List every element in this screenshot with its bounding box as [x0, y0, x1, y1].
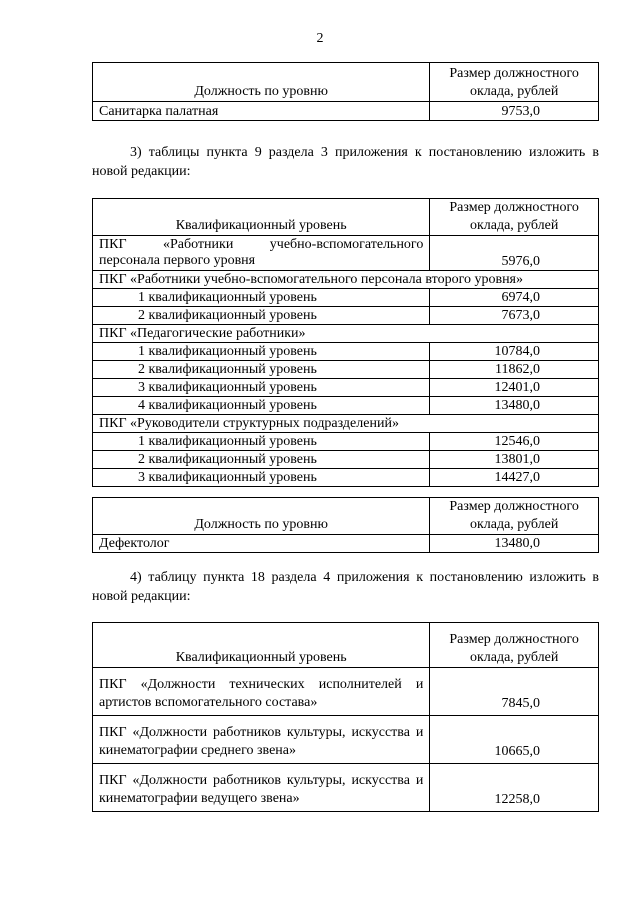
salary-value: 10784,0: [430, 343, 599, 361]
salary-value: 12546,0: [430, 433, 599, 451]
table-row: [93, 535, 599, 553]
position-name: Дефектолог: [93, 535, 430, 553]
group-name-line-2: кинематографии ведущего звена»: [99, 791, 300, 806]
level-name: 1 квалификационный уровень: [93, 343, 430, 361]
header-salary: Размер должностного оклада, рублей: [430, 63, 599, 102]
header-salary: Размер должностного оклада, рублей: [430, 199, 599, 236]
group-name: ПКГ «Руководители структурных подразделений»: [93, 415, 599, 433]
group-name-line-2: персонала первого уровня: [99, 253, 256, 268]
level-name: 1 квалификационный уровень: [93, 433, 430, 451]
salary-value: 14427,0: [430, 469, 599, 487]
table-row: [93, 415, 599, 433]
table-row: [93, 236, 599, 271]
header-salary: Размер должностного оклада, рублей: [430, 498, 599, 535]
group-name: [93, 716, 430, 764]
salary-value: 13480,0: [430, 535, 599, 553]
group-name-line-2: артистов вспомогательного состава»: [99, 695, 318, 710]
position-salary-table-1: [92, 62, 599, 121]
table-row: [93, 397, 599, 415]
salary-value: 7845,0: [430, 668, 599, 716]
salary-value: 5976,0: [430, 236, 599, 271]
header-salary: Размер должностного оклада, рублей: [430, 623, 599, 668]
group-name-line-1: ПКГ «Должности технических исполнителей и: [99, 677, 424, 692]
table-row: [93, 469, 599, 487]
group-name-line-2: кинематографии среднего звена»: [99, 743, 297, 758]
salary-value: 10665,0: [430, 716, 599, 764]
table-row: [93, 325, 599, 343]
group-name: ПКГ «Педагогические работники»: [93, 325, 599, 343]
salary-value: 12258,0: [430, 764, 599, 812]
table-row: [93, 307, 599, 325]
table-row: [93, 451, 599, 469]
group-name: [93, 668, 430, 716]
header-position: Должность по уровню: [93, 63, 430, 102]
paragraph-text: 3) таблицы пункта 9 раздела 3 приложения к постановлению изложить в новой редакции:: [92, 145, 599, 179]
table-row: [93, 433, 599, 451]
level-name: 1 квалификационный уровень: [93, 289, 430, 307]
paragraph-text: 4) таблицу пункта 18 раздела 4 приложения к постановлению изложить в новой редакции:: [92, 570, 599, 604]
salary-value: 6974,0: [430, 289, 599, 307]
group-name-line-1: ПКГ «Должности работников культуры, искусства и: [99, 773, 424, 788]
paragraph-4: [92, 568, 599, 606]
page-number: 2: [316, 31, 324, 46]
table-row: [93, 289, 599, 307]
table-row: [93, 764, 599, 812]
salary-value: 11862,0: [430, 361, 599, 379]
salary-value: 13801,0: [430, 451, 599, 469]
level-name: 2 квалификационный уровень: [93, 307, 430, 325]
qualification-salary-table-2: [92, 198, 599, 487]
level-name: 4 квалификационный уровень: [93, 397, 430, 415]
group-name: ПКГ «Работники учебно-вспомогательного персонала второго уровня»: [93, 271, 599, 289]
level-name: 3 квалификационный уровень: [93, 469, 430, 487]
table-row: [93, 716, 599, 764]
level-name: 2 квалификационный уровень: [93, 361, 430, 379]
group-name-line-1: ПКГ «Работники учебно-вспомогательного: [99, 237, 424, 252]
table-row: [93, 343, 599, 361]
table-row: [93, 361, 599, 379]
paragraph-3: [92, 143, 599, 181]
group-name: [93, 764, 430, 812]
table-row: [93, 102, 599, 121]
group-name-line-1: ПКГ «Должности работников культуры, искусства и: [99, 725, 424, 740]
level-name: 2 квалификационный уровень: [93, 451, 430, 469]
table-row: [93, 668, 599, 716]
group-name: [93, 236, 430, 271]
salary-value: 12401,0: [430, 379, 599, 397]
table-row: [93, 379, 599, 397]
salary-value: 13480,0: [430, 397, 599, 415]
position-name: Санитарка палатная: [93, 102, 430, 121]
position-salary-table-3: [92, 497, 599, 553]
header-qualification: Квалификационный уровень: [93, 199, 430, 236]
salary-value: 9753,0: [430, 102, 599, 121]
salary-value: 7673,0: [430, 307, 599, 325]
level-name: 3 квалификационный уровень: [93, 379, 430, 397]
header-position: Должность по уровню: [93, 498, 430, 535]
qualification-salary-table-4: [92, 622, 599, 812]
header-qualification: Квалификационный уровень: [93, 623, 430, 668]
table-row: [93, 271, 599, 289]
